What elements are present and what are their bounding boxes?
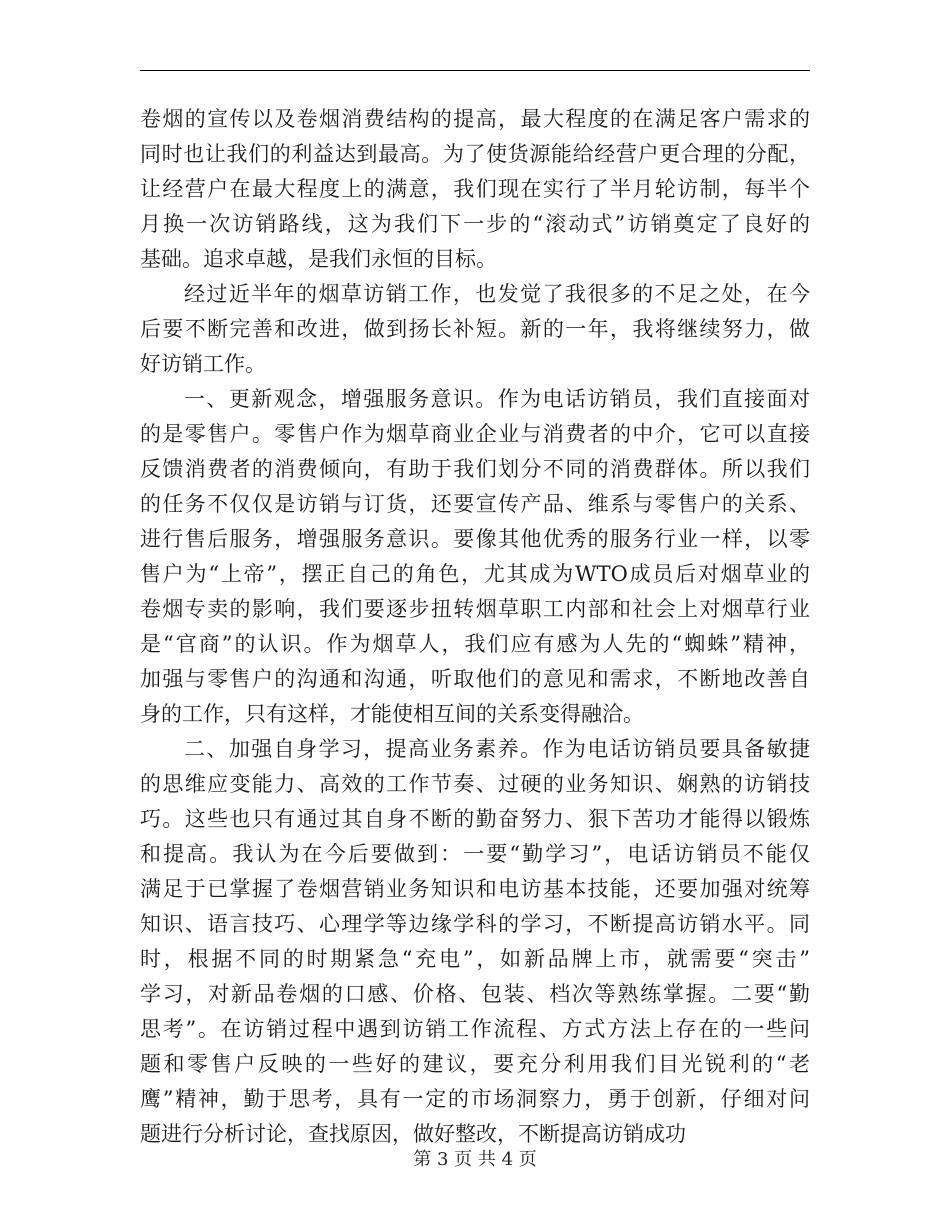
text-line: 好访销工作。 bbox=[140, 352, 266, 376]
paragraph-first-line: 二、加强自身学习，提高业务素养。作为电话访销员要具备敏捷 bbox=[184, 737, 810, 761]
header-rule bbox=[140, 70, 810, 71]
text-line: 的思维应变能力、高效的工作节奏、过硬的业务知识、娴熟的访销技 bbox=[140, 772, 810, 796]
paragraph-first-line: 一、更新观念，增强服务意识。作为电话访销员，我们直接面对 bbox=[184, 387, 810, 411]
text-line: 让经营户在最大程度上的满意，我们现在实行了半月轮访制，每半个 bbox=[140, 177, 810, 201]
text-line: 的任务不仅仅是访销与订货，还要宣传产品、维系与零售户的关系、 bbox=[140, 492, 810, 516]
text-line: 卷烟的宣传以及卷烟消费结构的提高，最大程度的在满足客户需求的 bbox=[140, 107, 810, 131]
text-line: 是“官商”的认识。作为烟草人，我们应有感为人先的“蜘蛛”精神， bbox=[140, 632, 810, 656]
text-line: 题进行分析讨论，查找原因，做好整改，不断提高访销成功 bbox=[140, 1122, 686, 1146]
text-line: 的是零售户。零售户作为烟草商业企业与消费者的中介，它可以直接 bbox=[140, 422, 810, 446]
text-line: 知识、语言技巧、心理学等边缘学科的学习，不断提高访销水平。同 bbox=[140, 912, 810, 936]
text-line: 售户为“上帝”，摆正自己的角色，尤其成为WTO成员后对烟草业的 bbox=[140, 562, 810, 586]
document-body bbox=[140, 102, 810, 1152]
text-line: 进行售后服务，增强服务意识。要像其他优秀的服务行业一样，以零 bbox=[140, 527, 810, 551]
text-line: 时，根据不同的时期紧急“充电”，如新品牌上市，就需要“突击” bbox=[140, 947, 810, 971]
paragraph-first-line: 经过近半年的烟草访销工作，也发觉了我很多的不足之处，在今 bbox=[184, 282, 810, 306]
text-line: 同时也让我们的利益达到最高。为了使货源能给经营户更合理的分配， bbox=[140, 142, 810, 166]
text-line: 反馈消费者的消费倾向，有助于我们划分不同的消费群体。所以我们 bbox=[140, 457, 810, 481]
text-line: 身的工作，只有这样，才能使相互间的关系变得融洽。 bbox=[140, 702, 644, 726]
text-line: 巧。这些也只有通过其自身不断的勤奋努力、狠下苦功才能得以锻炼 bbox=[140, 807, 810, 831]
text-line: 和提高。我认为在今后要做到：一要“勤学习”，电话访销员不能仅 bbox=[140, 842, 810, 866]
text-line: 后要不断完善和改进，做到扬长补短。新的一年，我将继续努力，做 bbox=[140, 317, 810, 341]
text-line: 思考”。在访销过程中遇到访销工作流程、方式方法上存在的一些问 bbox=[140, 1017, 810, 1041]
text-line: 鹰”精神，勤于思考，具有一定的市场洞察力，勇于创新，仔细对问 bbox=[140, 1087, 810, 1111]
text-line: 基础。追求卓越，是我们永恒的目标。 bbox=[140, 247, 497, 271]
page-number: 第 3 页 共 4 页 bbox=[413, 1149, 537, 1170]
text-line: 加强与零售户的沟通和沟通，听取他们的意见和需求，不断地改善自 bbox=[140, 667, 810, 691]
text-line: 卷烟专卖的影响，我们要逐步扭转烟草职工内部和社会上对烟草行业 bbox=[140, 597, 810, 621]
text-line: 学习，对新品卷烟的口感、价格、包装、档次等熟练掌握。二要“勤 bbox=[140, 982, 810, 1006]
text-line: 题和零售户反映的一些好的建议，要充分利用我们目光锐利的“老 bbox=[140, 1052, 810, 1076]
text-line: 月换一次访销路线，这为我们下一步的“滚动式”访销奠定了良好的 bbox=[140, 212, 810, 236]
text-line: 满足于已掌握了卷烟营销业务知识和电访基本技能，还要加强对统筹 bbox=[140, 877, 810, 901]
